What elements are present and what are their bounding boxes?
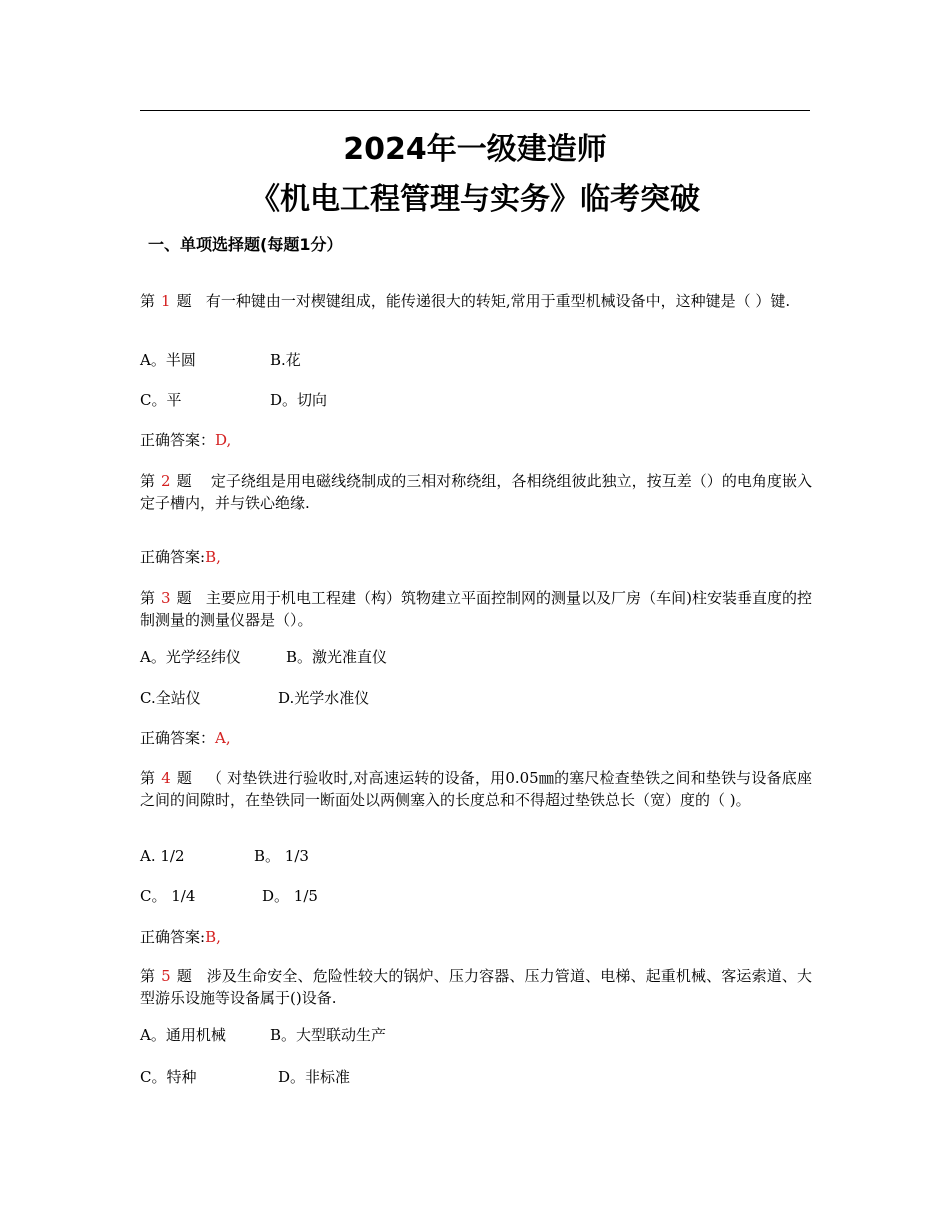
q4-options-ab [140, 846, 309, 866]
q-prefix: 第 [140, 292, 156, 310]
q1-answer [140, 430, 231, 450]
q-suffix: 题 [176, 967, 192, 985]
q-prefix: 第 [140, 769, 156, 787]
option-a: A. 1/2 [140, 847, 185, 865]
question-4 [140, 767, 812, 811]
q-text: 主要应用于机电工程建（构）筑物建立平面控制网的测量以及厂房（车间)柱安装垂直度的控制测量的测量仪器是（）。 [140, 589, 812, 629]
answer-label: 正确答案： [140, 729, 216, 747]
option-a: A。通用机械 [140, 1026, 226, 1044]
option-b: B.花 [270, 351, 301, 369]
answer-label: 正确答案: [140, 928, 206, 946]
question-3 [140, 587, 812, 631]
option-c: C.全站仪 [140, 689, 201, 707]
option-c: C。 1/4 [140, 887, 196, 905]
question-1 [140, 290, 812, 312]
section-heading: 一、单项选择题(每题1分） [148, 235, 343, 254]
option-b: B。大型联动生产 [270, 1026, 387, 1044]
q2-answer [140, 547, 221, 567]
q4-options-cd [140, 886, 318, 906]
doc-title-line2: 《机电工程管理与实务》临考突破 [250, 182, 700, 217]
option-b: B。激光准直仪 [286, 648, 388, 666]
answer-value: B, [205, 548, 221, 566]
header-rule [140, 110, 810, 111]
option-d: D。 1/5 [262, 887, 318, 905]
answer-value: B, [205, 928, 221, 946]
question-2 [140, 470, 812, 514]
q-suffix: 题 [176, 292, 192, 310]
answer-label: 正确答案: [140, 548, 206, 566]
answer-label: 正确答案： [140, 431, 216, 449]
q-suffix: 题 [176, 589, 192, 607]
option-b: B。 1/3 [254, 847, 309, 865]
option-a: A。光学经纬仪 [140, 648, 241, 666]
q-prefix: 第 [140, 589, 156, 607]
question-5 [140, 965, 812, 1009]
q5-options-ab [140, 1025, 386, 1045]
q1-options-ab [140, 350, 301, 370]
q3-options-cd [140, 688, 369, 708]
q-suffix: 题 [176, 769, 193, 787]
q-number: 4 [161, 769, 171, 787]
q-text: （ 对垫铁进行验收时,对高速运转的设备，用0.05㎜的塞尺检查垫铁之间和垫铁与设备底座之间的间隙时，在垫铁同一断面处以两侧塞入的长度总和不得超过垫铁总长（宽）度的（ )。 [140, 769, 812, 809]
q4-answer [140, 927, 221, 947]
q3-options-ab [140, 647, 387, 667]
doc-title-line1: 2024年一级建造师 [343, 132, 607, 167]
q-number: 1 [161, 292, 171, 310]
option-c: C。特种 [140, 1068, 197, 1086]
q-number: 2 [161, 472, 171, 490]
q1-options-cd [140, 390, 327, 410]
answer-value: A, [215, 729, 231, 747]
option-d: D。切向 [270, 391, 328, 409]
q-prefix: 第 [140, 472, 156, 490]
option-a: A。半圆 [140, 351, 196, 369]
option-d: D.光学水准仪 [278, 689, 370, 707]
q-text: 有一种键由一对楔键组成，能传递很大的转矩,常用于重型机械设备中，这种键是（ ）键. [205, 292, 791, 310]
q5-options-cd [140, 1067, 350, 1087]
option-d: D。非标准 [278, 1068, 351, 1086]
q-text: 涉及生命安全、危险性较大的锅炉、压力容器、压力管道、电梯、起重机械、客运索道、大型游乐设施等设备属于()设备. [140, 967, 812, 1007]
q-number: 3 [161, 589, 171, 607]
q-text: 定子绕组是用电磁线绕制成的三相对称绕组，各相绕组彼此独立，按互差（）的电角度嵌入定子槽内，并与铁心绝缘. [140, 472, 812, 512]
q-suffix: 题 [176, 472, 192, 490]
q-prefix: 第 [140, 967, 156, 985]
answer-value: D, [215, 431, 232, 449]
q-number: 5 [161, 967, 171, 985]
option-c: C。平 [140, 391, 182, 409]
q3-answer [140, 728, 231, 748]
